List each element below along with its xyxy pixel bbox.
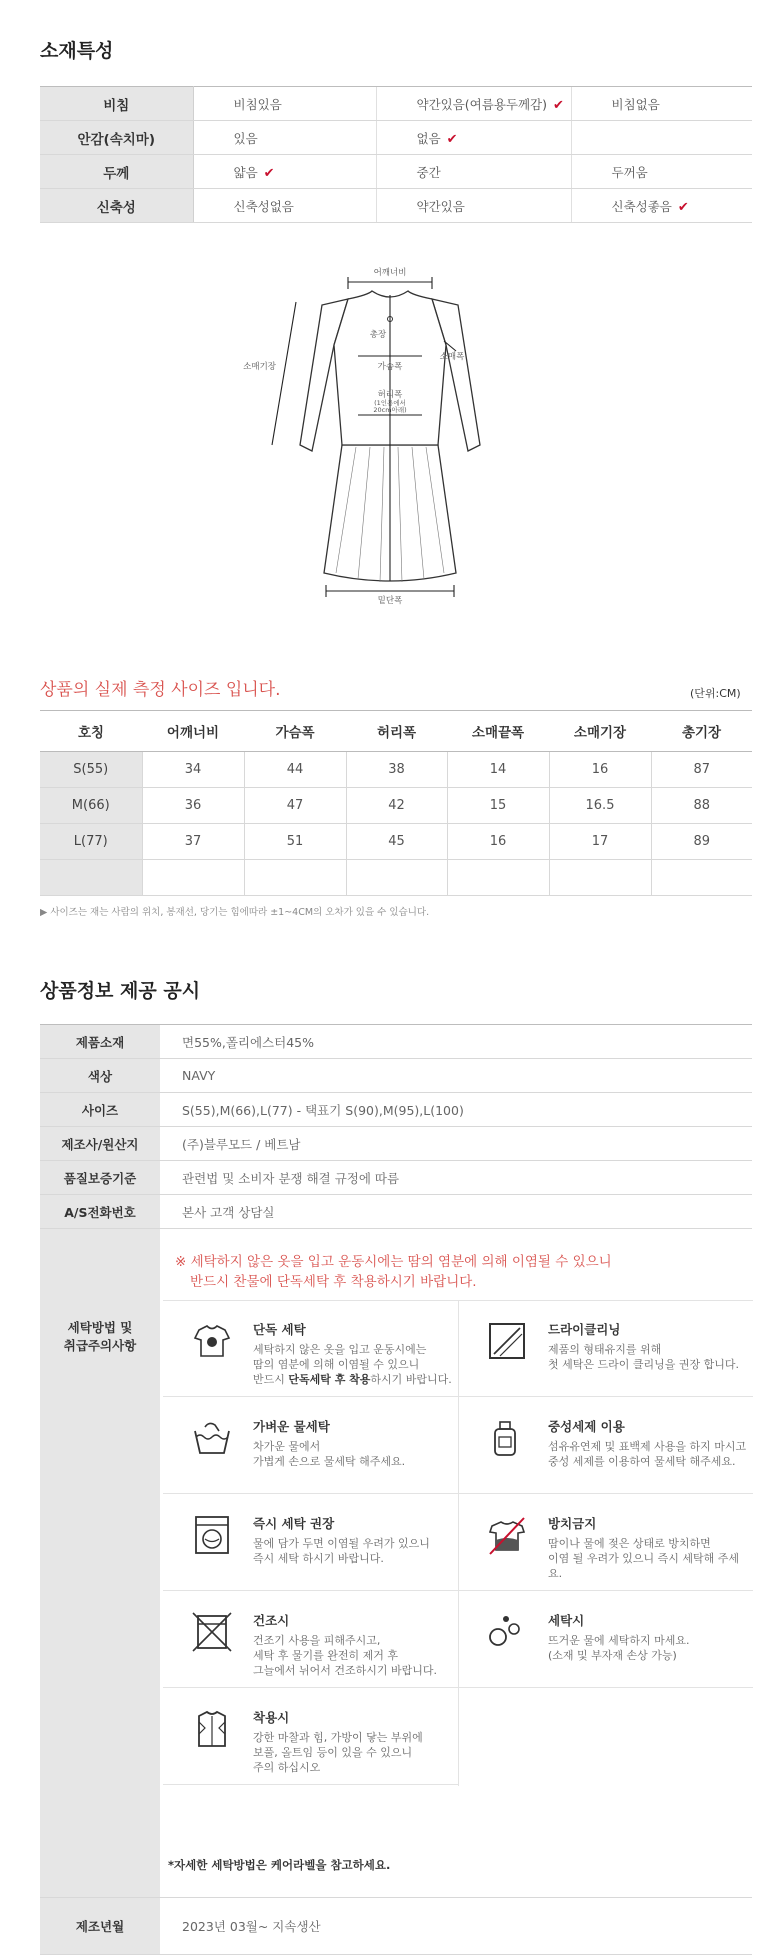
material-option: [376, 155, 571, 189]
material-option: [571, 189, 752, 223]
info-value: (주)블루모드 / 베트남: [160, 1127, 752, 1161]
material-option: [193, 87, 376, 121]
care-desc-line: 즉시 세탁 하시기 바랍니다.: [253, 1552, 384, 1565]
size-cell: 16.5: [549, 788, 651, 824]
care-desc-line: 이염 될 우려가 있으니 즉시 세탁해 주세요.: [548, 1552, 739, 1580]
material-option: [193, 189, 376, 223]
info-row: [40, 1161, 752, 1195]
material-option-label: 약간있음(여름용두께감): [416, 96, 548, 112]
size-cell: 15: [447, 788, 549, 824]
care-item: [163, 1397, 458, 1494]
care-desc: [253, 1633, 453, 1678]
material-option: [376, 121, 571, 155]
info-value: 면55%,폴리에스터45%: [160, 1025, 752, 1059]
care-desc-line: 땀의 염분에 의해 이염될 수 있으니: [253, 1358, 420, 1371]
no-leave-icon: [486, 1514, 528, 1556]
size-cell: 34: [142, 752, 244, 788]
size-cell: 88: [651, 788, 752, 824]
check-icon: ✔: [677, 199, 689, 215]
washer-icon: [191, 1514, 233, 1556]
material-row: [40, 87, 752, 121]
material-row: [40, 189, 752, 223]
care-desc-emphasis: 단독세탁 후 착용: [288, 1373, 371, 1386]
care-desc: [253, 1536, 453, 1566]
size-cell-empty: [346, 860, 447, 896]
size-cell-empty: [549, 860, 651, 896]
care-desc: [253, 1439, 453, 1469]
diagram-label-sleeve-end: 소매폭: [439, 352, 465, 362]
info-section-title: 상품정보 제공 공시: [40, 980, 201, 1002]
care-label-line2: 취급주의사항: [63, 1338, 137, 1353]
size-cell: 44: [244, 752, 346, 788]
care-item: [163, 1494, 458, 1591]
size-row: [40, 824, 752, 860]
size-title: 상품의 실제 측정 사이즈 입니다.: [40, 680, 281, 700]
material-section-title: 소재특성: [40, 40, 114, 62]
care-desc-line: 첫 세탁은 드라이 클리닝을 권장 합니다.: [548, 1358, 739, 1371]
care-desc: [548, 1342, 748, 1372]
care-desc-line: 세탁하지 않은 옷을 입고 운동시에는: [253, 1343, 427, 1356]
info-label: 제품소재: [40, 1025, 160, 1059]
made-value: 2023년 03월~ 지속생산: [160, 1898, 752, 1955]
size-header: 허리폭: [346, 711, 447, 752]
size-cell: 38: [346, 752, 447, 788]
size-cell: 14: [447, 752, 549, 788]
size-cell: 16: [549, 752, 651, 788]
material-option-label: 신축성좋음: [611, 198, 672, 214]
care-grid: [163, 1300, 753, 1786]
material-option-label: 있음: [233, 130, 258, 146]
info-value: 관련법 및 소비자 분쟁 해결 규정에 따름: [160, 1161, 752, 1195]
size-row: [40, 788, 752, 824]
info-value: S(55),M(66),L(77) - 택표기 S(90),M(95),L(100): [160, 1093, 752, 1127]
check-icon: ✔: [263, 165, 275, 181]
size-cell: 16: [447, 824, 549, 860]
care-title: 즉시 세탁 권장: [253, 1516, 335, 1531]
material-option: [193, 155, 376, 189]
care-desc-line: (소재 및 부자재 손상 가능): [548, 1649, 677, 1662]
info-label: 색상: [40, 1059, 160, 1093]
care-desc-line: 차가운 물에서: [253, 1440, 321, 1453]
diagram-label-shoulder: 어깨너비: [373, 268, 407, 278]
no-dryer-icon: [191, 1611, 233, 1653]
care-title: 드라이클리닝: [548, 1322, 621, 1337]
size-header: 호칭: [40, 711, 142, 752]
size-cell-empty: [142, 860, 244, 896]
size-header: 가슴폭: [244, 711, 346, 752]
diagram-label-total: 총장: [369, 330, 387, 340]
size-cell-empty: [244, 860, 346, 896]
size-unit: (단위:CM): [690, 687, 741, 700]
material-option: [571, 121, 752, 155]
care-title: 가벼운 물세탁: [253, 1419, 330, 1434]
care-desc-line: 뜨거운 물에 세탁하지 마세요.: [548, 1634, 690, 1647]
care-desc-line: 보풀, 올트임 등이 있을 수 있으니: [253, 1746, 413, 1759]
size-cell: 51: [244, 824, 346, 860]
size-cell: 45: [346, 824, 447, 860]
care-desc-line: 땀이나 물에 젖은 상태로 방치하면: [548, 1537, 711, 1550]
care-item: [458, 1591, 753, 1688]
care-item: [458, 1397, 753, 1494]
info-label: 제조사/원산지: [40, 1127, 160, 1161]
size-row-empty: [40, 860, 752, 896]
care-desc: [548, 1633, 748, 1663]
diagram-label-sleeve-length: 소매기장: [243, 362, 276, 372]
bubbles-icon: [486, 1611, 528, 1653]
material-option-label: 약간있음: [416, 198, 465, 214]
care-desc-line: 물에 담가 두면 이염될 우려가 있으니: [253, 1537, 430, 1550]
size-note: ▶ 사이즈는 재는 사람의 위치, 봉재선, 당기는 힘에따라 ±1~4CM의 오차가 있을 수 있습니다.: [40, 907, 430, 918]
size-header: 소매끝폭: [447, 711, 549, 752]
care-desc-line: 그늘에서 뉘어서 건조하시기 바랍니다.: [253, 1664, 438, 1677]
folded-shirt-icon: [191, 1708, 233, 1750]
care-desc-line: 세탁 후 물기를 완전히 제거 후: [253, 1649, 398, 1662]
info-label: 사이즈: [40, 1093, 160, 1127]
info-label: 품질보증기준: [40, 1161, 160, 1195]
material-label: 비침: [40, 87, 193, 121]
care-desc-line: 건조기 사용을 피해주시고,: [253, 1634, 381, 1647]
info-row: [40, 1059, 752, 1093]
care-title: 건조시: [253, 1613, 290, 1628]
care-desc: [548, 1439, 748, 1469]
care-desc-line: 가볍게 손으로 물세탁 해주세요.: [253, 1455, 406, 1468]
material-option: [376, 87, 571, 121]
size-row: [40, 752, 752, 788]
care-title: 단독 세탁: [253, 1322, 306, 1337]
care-title: 세탁시: [548, 1613, 585, 1628]
size-cell-empty: [651, 860, 752, 896]
material-option-label: 중간: [416, 164, 441, 180]
size-label: M(66): [40, 788, 142, 824]
care-warning-line2: 반드시 찬물에 단독세탁 후 착용하시기 바랍니다.: [190, 1274, 477, 1290]
care-desc-line: 섬유유연제 및 표백제 사용을 하지 마시고: [548, 1440, 747, 1453]
diagram-label-waist-note2: 20cm아래): [373, 406, 407, 414]
material-option-label: 얇음: [233, 164, 258, 180]
size-header: 어깨너비: [142, 711, 244, 752]
material-option: [376, 189, 571, 223]
info-value: NAVY: [160, 1059, 752, 1093]
material-option: [193, 121, 376, 155]
info-label: A/S전화번호: [40, 1195, 160, 1229]
material-option-label: 없음: [416, 130, 441, 146]
care-desc-part: 반드시: [253, 1373, 289, 1386]
care-item: [163, 1591, 458, 1688]
material-label: 신축성: [40, 189, 193, 223]
material-option-label: 비침없음: [611, 96, 660, 112]
size-cell-empty: [447, 860, 549, 896]
material-option-label: 비침있음: [233, 96, 282, 112]
care-desc-line: 제품의 형태유지를 위해: [548, 1343, 662, 1356]
info-row: [40, 1127, 752, 1161]
care-desc-line: 강한 마찰과 힘, 가방이 닿는 부위에: [253, 1731, 423, 1744]
shirt-icon: [191, 1320, 233, 1362]
material-row: [40, 121, 752, 155]
material-row: [40, 155, 752, 189]
dry-clean-icon: [486, 1320, 528, 1362]
care-desc: [253, 1342, 453, 1387]
material-table: [40, 86, 752, 223]
material-label: 두께: [40, 155, 193, 189]
detergent-icon: [486, 1417, 528, 1459]
size-cell: 47: [244, 788, 346, 824]
size-cell-empty: [40, 860, 142, 896]
size-table: [40, 710, 752, 896]
size-cell: 36: [142, 788, 244, 824]
care-desc-line: 중성 세제를 이용하여 물세탁 해주세요.: [548, 1455, 736, 1468]
care-warning-line1: ※ 세탁하지 않은 옷을 입고 운동시에는 땀의 염분에 의해 이염될 수 있으니: [175, 1254, 612, 1270]
material-option: [571, 155, 752, 189]
size-cell: 17: [549, 824, 651, 860]
care-item: [458, 1300, 753, 1397]
care-note: *자세한 세탁방법은 케어라벨을 참고하세요.: [168, 1858, 391, 1872]
care-title: 방치금지: [548, 1516, 597, 1531]
hand-wash-icon: [191, 1417, 233, 1459]
size-header: 총기장: [651, 711, 752, 752]
material-option-label: 신축성없음: [233, 198, 294, 214]
care-item: [458, 1494, 753, 1591]
care-item: [163, 1300, 458, 1397]
info-row: [40, 1025, 752, 1059]
diagram-label-waist-note1: (1인용에서: [374, 399, 406, 407]
care-label-line1: 세탁방법 및: [67, 1320, 133, 1335]
care-desc: [253, 1730, 453, 1775]
care-desc-line: [253, 1372, 453, 1387]
check-icon: ✔: [446, 131, 458, 147]
material-option-label: 두꺼움: [611, 164, 648, 180]
diagram-label-chest: 가슴폭: [377, 362, 403, 372]
care-label: [40, 1229, 160, 1898]
size-cell: 37: [142, 824, 244, 860]
size-cell: 87: [651, 752, 752, 788]
dress-measurement-diagram: [243, 255, 520, 606]
size-label: L(77): [40, 824, 142, 860]
info-row: [40, 1093, 752, 1127]
care-title: 착용시: [253, 1710, 290, 1725]
size-cell: 42: [346, 788, 447, 824]
care-desc-line: 주의 하십시오: [253, 1761, 321, 1774]
care-desc: [548, 1536, 748, 1581]
material-label: 안감(속치마): [40, 121, 193, 155]
care-warning: [175, 1252, 612, 1292]
care-desc-part: 하시기 바랍니다.: [370, 1373, 452, 1386]
diagram-label-hem: 밑단폭: [377, 596, 403, 606]
size-cell: 89: [651, 824, 752, 860]
size-label: S(55): [40, 752, 142, 788]
info-row: [40, 1195, 752, 1229]
care-title: 중성세제 이용: [548, 1419, 625, 1434]
size-header: 소매기장: [549, 711, 651, 752]
diagram-label-waist: 허리폭: [377, 390, 403, 400]
material-option: [571, 87, 752, 121]
made-label: 제조년월: [40, 1898, 160, 1955]
info-value: 본사 고객 상담실: [160, 1195, 752, 1229]
care-item: [163, 1688, 458, 1785]
check-icon: ✔: [553, 97, 564, 113]
